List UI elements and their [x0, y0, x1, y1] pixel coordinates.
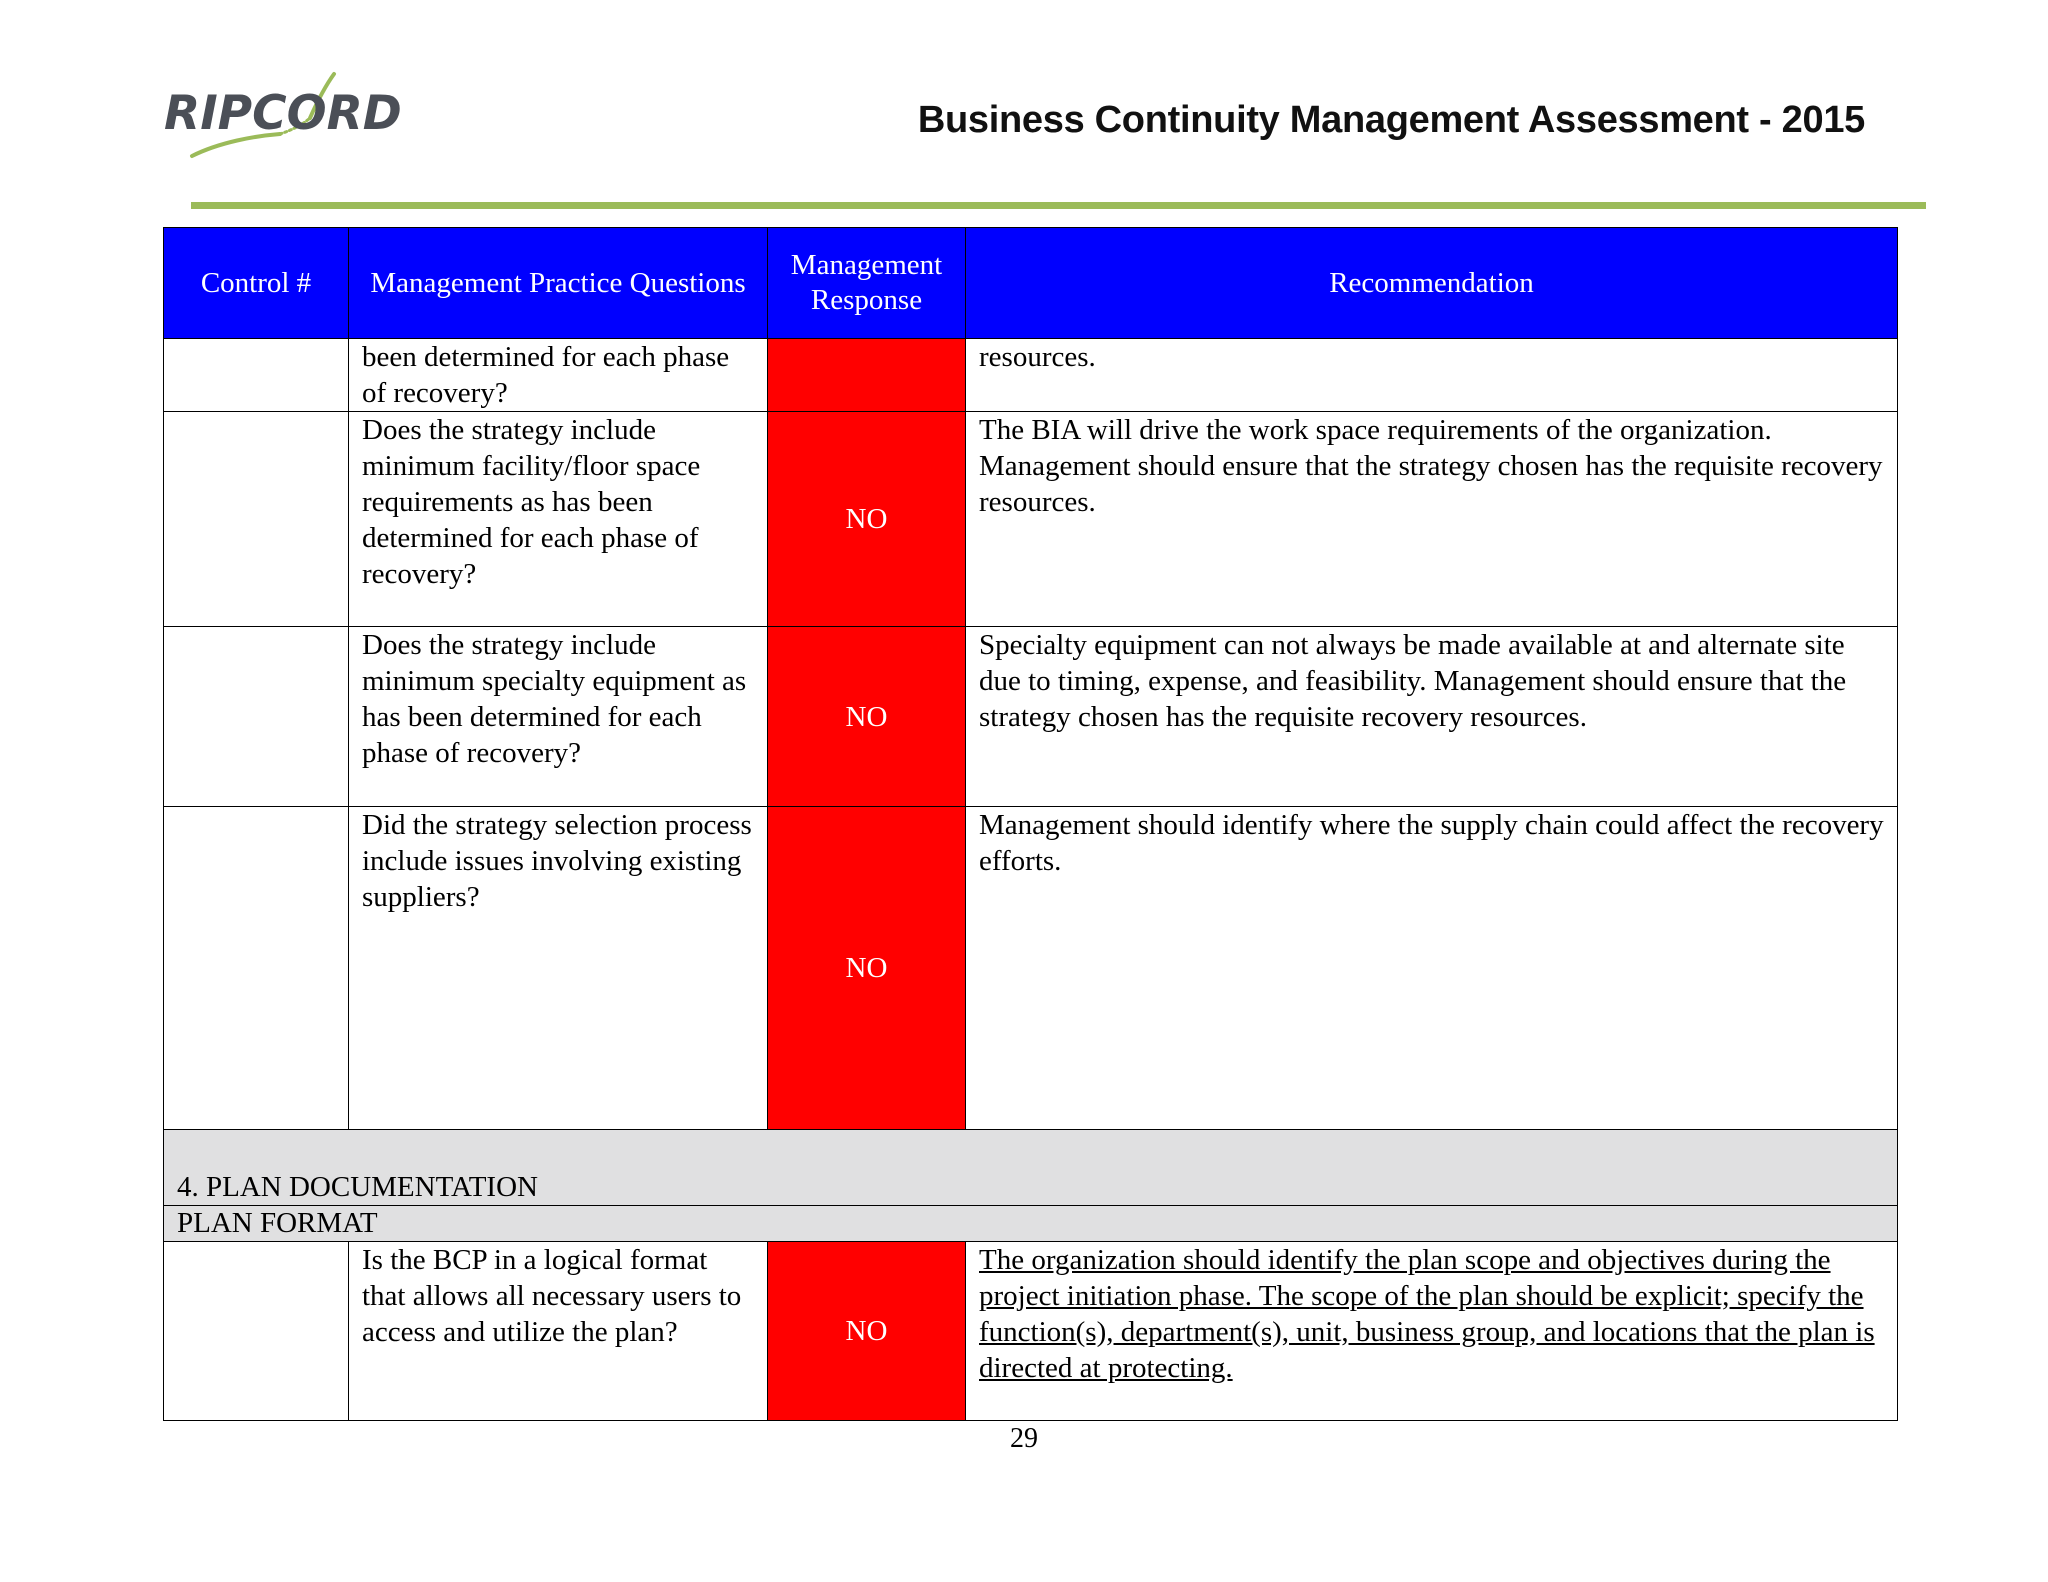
section-heading: 4. PLAN DOCUMENTATION — [164, 1130, 1898, 1206]
question-cell: Does the strategy include minimum facility/floor space requirements as has been determined for each phase of recovery? — [349, 412, 768, 627]
document-title: Business Continuity Management Assessment - 2015 — [917, 99, 1865, 141]
recommendation-cell: Specialty equipment can not always be made available at and alternate site due to timing, expense, and feasibility. Management should ensure that the strategy chosen has the requisite recovery resources. — [966, 627, 1898, 807]
response-cell: NO — [768, 412, 966, 627]
assessment-table — [163, 227, 1898, 1421]
recommendation-cell: resources. — [966, 339, 1898, 412]
control-cell — [164, 807, 349, 1130]
section-row — [164, 1130, 1898, 1206]
control-cell — [164, 412, 349, 627]
table-row — [164, 807, 1898, 1130]
recommendation-cell: The BIA will drive the work space requirements of the organization. Management should ensure that the strategy chosen has the requisite recovery resources. — [966, 412, 1898, 627]
table-row — [164, 339, 1898, 412]
question-cell: Did the strategy selection process include issues involving existing suppliers? — [349, 807, 768, 1130]
table-row — [164, 412, 1898, 627]
control-cell — [164, 339, 349, 412]
logo-text: RIPCORD — [164, 86, 402, 141]
page-number: 29 — [1010, 1423, 1038, 1454]
response-cell: NO — [768, 1242, 966, 1421]
question-cell: Does the strategy include minimum specialty equipment as has been determined for each phase of recovery? — [349, 627, 768, 807]
column-header-control: Control # — [164, 228, 349, 339]
column-header-recommendation: Recommendation — [966, 228, 1898, 339]
question-cell: been determined for each phase of recovery? — [349, 339, 768, 412]
table-row — [164, 1242, 1898, 1421]
subsection-heading: PLAN FORMAT — [164, 1206, 1898, 1242]
ripcord-logo — [160, 70, 400, 165]
column-header-questions: Management Practice Questions — [349, 228, 768, 339]
table-row — [164, 627, 1898, 807]
subsection-row — [164, 1206, 1898, 1242]
response-cell: NO — [768, 807, 966, 1130]
control-cell — [164, 627, 349, 807]
column-header-response: Management Response — [768, 228, 966, 339]
response-cell: NO — [768, 627, 966, 807]
response-cell — [768, 339, 966, 412]
table-header-row — [164, 228, 1898, 339]
header-rule — [191, 202, 1926, 209]
recommendation-cell: The organization should identify the plan scope and objectives during the project initiation phase. The scope of the plan should be explicit; specify the function(s), department(s), unit, business group, and locations that the plan is directed at protecting. — [966, 1242, 1898, 1421]
recommendation-cell: Management should identify where the supply chain could affect the recovery efforts. — [966, 807, 1898, 1130]
control-cell — [164, 1242, 349, 1421]
question-cell: Is the BCP in a logical format that allows all necessary users to access and utilize the plan? — [349, 1242, 768, 1421]
